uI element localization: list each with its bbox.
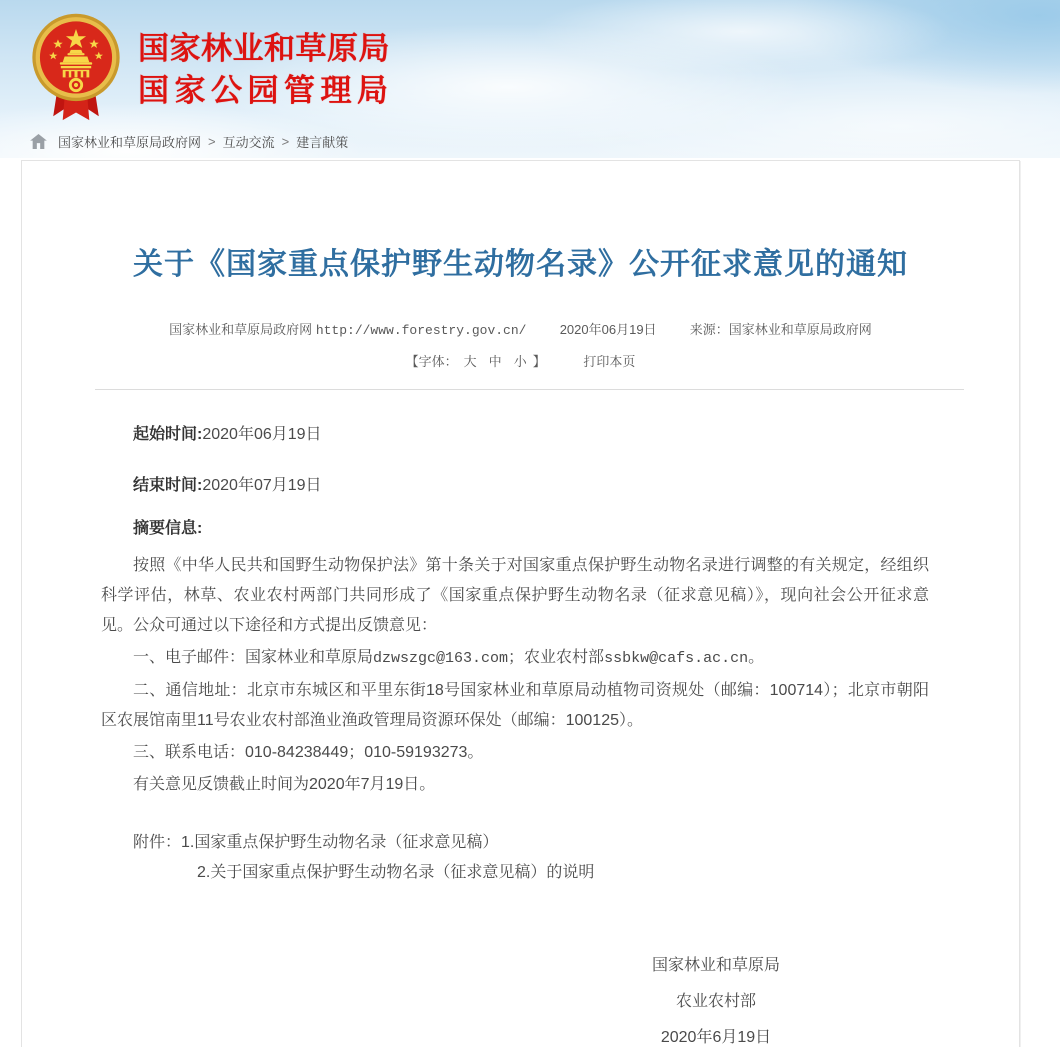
font-size-medium-button[interactable]: 中 [488, 354, 502, 369]
paragraph-intro: 按照《中华人民共和国野生动物保护法》第十条关于对国家重点保护野生动物名录进行调整的有关规定，经组织科学评估，林草、农业农村两部门共同形成了《国家重点保护野生动物名录（征求意见稿）》，现向社会公开征求意见。公众可通过以下途径和方式提出反馈意见： [101, 557, 929, 634]
home-icon[interactable] [30, 134, 47, 149]
font-size-prefix: 【字体： [405, 354, 458, 369]
breadcrumb-item-interaction[interactable]: 互动交流 [222, 135, 275, 150]
end-time-label: 结束时间: [133, 477, 203, 494]
org-name-line2: 国家公园管理局 [138, 73, 394, 108]
email-address-agriculture: ssbkw@cafs.ac.cn [604, 650, 749, 667]
breadcrumb-separator: > [208, 134, 216, 149]
start-time-row [101, 420, 929, 450]
breadcrumb-item-home-site[interactable]: 国家林业和草原局政府网 [58, 135, 202, 150]
end-time-row [101, 471, 929, 501]
paragraph-mail-address: 二、通信地址：北京市东城区和平里东街18号国家林业和草原局动植物司资规处（邮编：100714）；北京市朝阳区农展馆南里11号农业农村部渔业渔政管理局资源环保处（邮编：100125）。 [101, 682, 929, 729]
font-size-suffix: 】 [532, 354, 546, 369]
start-time-value: 2020年06月19日 [202, 426, 322, 443]
signature-org-1: 国家林业和草原局 [651, 957, 780, 974]
attachment-link-1[interactable]: 1.国家重点保护野生动物名录（征求意见稿） [181, 834, 499, 851]
site-brand[interactable] [28, 10, 394, 122]
site-header [0, 0, 1060, 158]
font-size-large-button[interactable]: 大 [463, 354, 477, 369]
email-text-suffix: 。 [748, 649, 765, 666]
end-time-value: 2020年07月19日 [202, 477, 322, 494]
article-body [22, 390, 1019, 1047]
paragraph-deadline: 有关意见反馈截止时间为2020年7月19日。 [133, 776, 436, 793]
breadcrumb-item-suggestions[interactable]: 建言献策 [296, 135, 349, 150]
email-text-mid: ；农业农村部 [508, 649, 605, 666]
email-text-prefix: 一、电子邮件：国家林业和草原局 [133, 649, 374, 666]
paragraph-phone: 三、联系电话：010-84238449；010-59193273。 [133, 744, 484, 761]
email-address-forestry: dzwszgc@163.com [373, 650, 509, 667]
signature-block [571, 948, 861, 1047]
meta-site-name: 国家林业和草原局政府网 [169, 322, 313, 337]
attachment-link-2[interactable]: 2.关于国家重点保护野生动物名录（征求意见稿）的说明 [197, 864, 595, 881]
start-time-label: 起始时间: [133, 426, 203, 443]
paragraph-email [101, 643, 929, 674]
signature-date: 2020年6月19日 [660, 1029, 772, 1046]
org-name-line1: 国家林业和草原局 [138, 31, 390, 66]
national-emblem-logo [28, 10, 124, 122]
article-container [21, 160, 1020, 1047]
article-toolbar [22, 353, 1019, 371]
summary-label: 摘要信息: [133, 520, 203, 537]
signature-org-2: 农业农村部 [675, 993, 756, 1010]
breadcrumb-separator: > [281, 134, 290, 149]
article-meta [22, 321, 1019, 340]
attachment-row-2 [197, 858, 929, 888]
meta-publish-date: 2020年06月19日 [559, 322, 657, 337]
meta-source: 来源：国家林业和草原局政府网 [689, 322, 872, 337]
breadcrumb [30, 132, 348, 151]
print-page-button[interactable]: 打印本页 [583, 354, 636, 369]
page-title: 关于《国家重点保护野生动物名录》公开征求意见的通知 [133, 248, 908, 281]
font-size-small-button[interactable]: 小 [513, 354, 527, 369]
org-names [138, 23, 394, 109]
attachments-label: 附件： [133, 834, 182, 851]
attachment-row-1 [101, 828, 929, 858]
attachments-section [101, 828, 929, 888]
meta-site-url: http://www.forestry.gov.cn/ [315, 323, 527, 338]
